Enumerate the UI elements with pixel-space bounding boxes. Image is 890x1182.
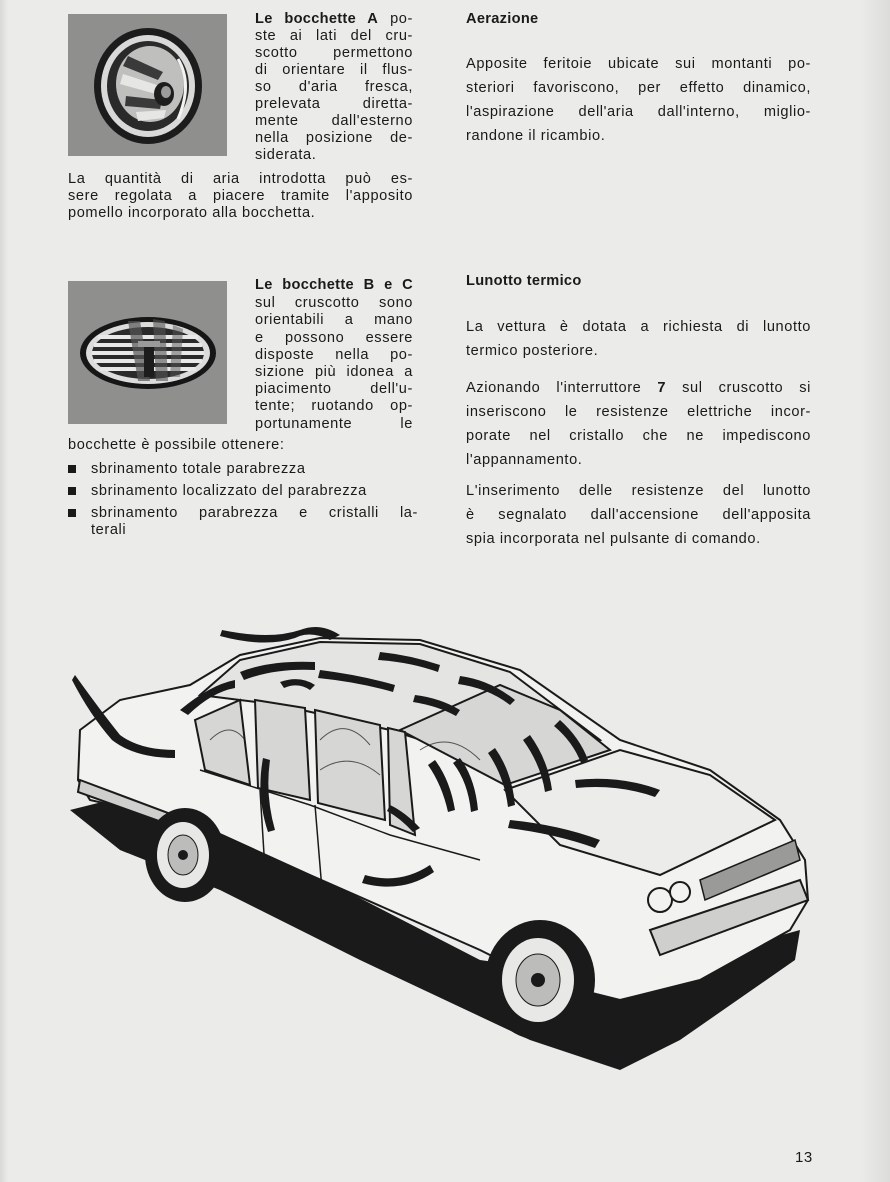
rear-window-paragraph-2: [466, 376, 811, 472]
list-item: [68, 483, 418, 500]
car-airflow-illustration: [60, 600, 820, 1080]
text-line: portunamente le: [255, 415, 413, 432]
text-line: sere regolata a piacere tramite l'apposito: [68, 188, 413, 204]
defrost-list: [68, 461, 418, 544]
front-wheel: [485, 920, 595, 1040]
oval-vent-icon: [68, 281, 227, 424]
text-line: Apposite feritoie ubicate sui montanti po-: [466, 56, 811, 72]
text-line: tente; ruotando op-: [255, 398, 413, 415]
text-line: è segnalato dall'accensione dell'apposita: [466, 507, 811, 523]
text-line: l'aspirazione dell'aria dall'interno, miglio-: [466, 104, 811, 120]
text-line: sul cruscotto sono: [255, 295, 413, 312]
text-line: sbrinamento parabrezza e cristalli la-: [91, 505, 418, 521]
text-line: L'inserimento delle resistenze del lunotto: [466, 483, 811, 499]
vent-bc-title: Le bocchette B e C: [255, 277, 413, 293]
text-line: prelevata diretta-: [255, 96, 413, 112]
text-line: randone il ricambio.: [466, 128, 606, 144]
aeration-text: [466, 52, 811, 148]
text-line: piacimento dell'u-: [255, 381, 413, 398]
text-line: so d'aria fresca,: [255, 79, 413, 95]
text-line: po-: [390, 11, 413, 27]
text-fragment: Azionando l'interruttore: [466, 380, 658, 396]
text-line: ste ai lati del cru-: [255, 28, 413, 44]
vent-bc-photo: [68, 281, 227, 424]
text-line: pomello incorporato alla bocchetta.: [68, 205, 316, 221]
text-line: siderata.: [255, 147, 317, 163]
list-item: [68, 505, 418, 539]
vent-a-description: [255, 11, 413, 164]
page-number: 13: [795, 1149, 813, 1166]
vent-bc-description: [255, 277, 413, 433]
text-line: sizione più idonea a: [255, 363, 413, 380]
text-line: sbrinamento totale parabrezza: [91, 461, 306, 477]
round-vent-icon: [68, 14, 227, 156]
list-item: [68, 461, 418, 478]
aeration-heading: Aerazione: [466, 11, 539, 27]
square-bullet-icon: [68, 465, 76, 473]
rear-wheel: [145, 808, 225, 902]
switch-number: 7: [657, 380, 667, 396]
vent-a-quantity-text: [68, 171, 413, 222]
text-line: orientabili a mano: [255, 312, 413, 329]
text-line: nella posizione de-: [255, 130, 413, 146]
text-line: La vettura è dotata a richiesta di lunotto: [466, 319, 811, 335]
text-line: disposte nella po-: [255, 346, 413, 363]
text-line: mente dall'esterno: [255, 113, 413, 129]
text-line: termico posteriore.: [466, 343, 599, 359]
text-line: l'appannamento.: [466, 452, 583, 468]
text-line: La quantità di aria introdotta può es-: [68, 171, 413, 187]
text-line: sbrinamento localizzato del parabrezza: [91, 483, 367, 499]
page-edge-right: [860, 0, 890, 1182]
text-line: scotto permettono: [255, 45, 413, 61]
text-fragment: sul cruscotto si: [666, 380, 811, 396]
text-line: terali: [91, 522, 127, 538]
text-line: porate nel cristallo che ne impediscono: [466, 428, 811, 444]
text-line: [466, 376, 811, 400]
rear-window-paragraph-3: [466, 479, 811, 551]
rear-window-paragraph-1: [466, 315, 811, 363]
text-line: spia incorporata nel pulsante di comando.: [466, 531, 761, 547]
square-bullet-icon: [68, 509, 76, 517]
vent-bc-tail-text: bocchette è possibile ottenere:: [68, 437, 285, 453]
vent-a-photo: [68, 14, 227, 156]
vent-a-title: Le bocchette A: [255, 11, 379, 27]
text-line: e possono essere: [255, 329, 413, 346]
text-line: inseriscono le resistenze elettriche incor-: [466, 404, 811, 420]
square-bullet-icon: [68, 487, 76, 495]
page-edge-left: [0, 0, 8, 1182]
rear-window-heading: Lunotto termico: [466, 273, 582, 289]
text-line: steriori favoriscono, per effetto dinamico,: [466, 80, 811, 96]
text-line: di orientare il flus-: [255, 62, 413, 78]
